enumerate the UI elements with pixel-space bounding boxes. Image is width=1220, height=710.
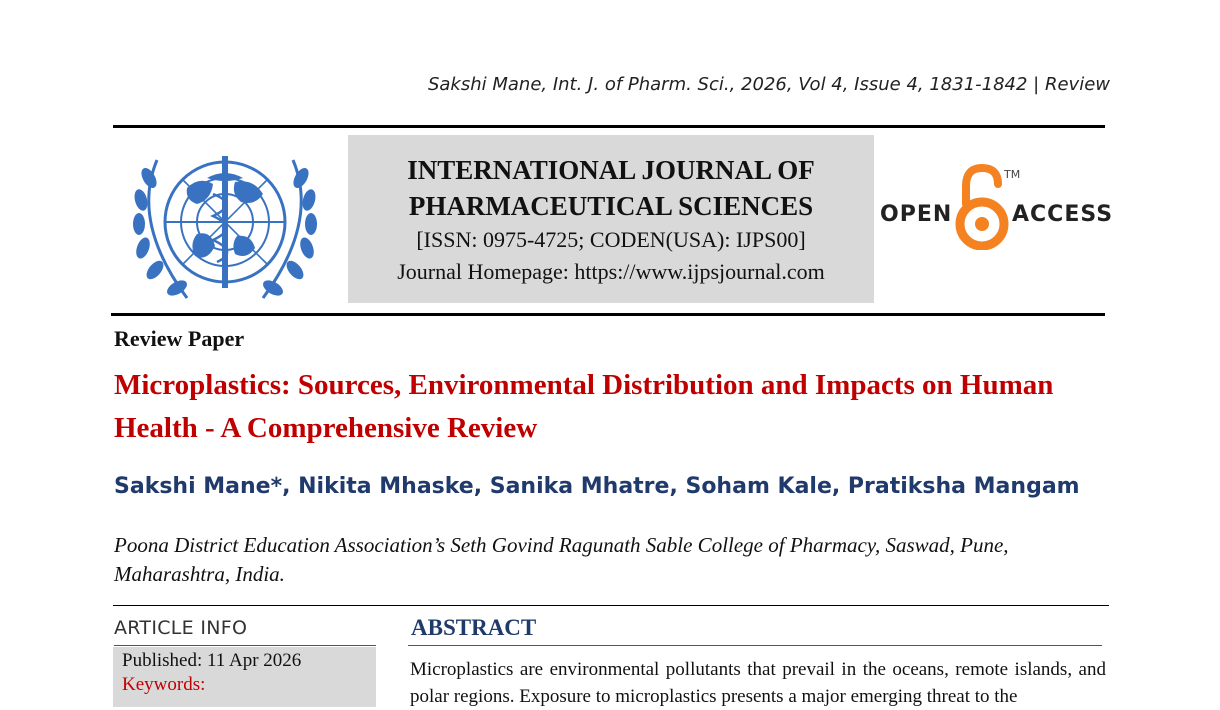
abstract-text: Microplastics are environmental pollutants that prevail in the oceans, remote islands, and polar regions. Exposure to microplastics presents a major emerging threat to the	[410, 659, 1106, 707]
affiliation: Poona District Education Association’s Seth Govind Ragunath Sable College of Pharmacy, Saswad, Pune, Maharashtra, India.	[114, 533, 1009, 586]
author-list: Sakshi Mane*, Nikita Mhaske, Sanika Mhatre, Soham Kale, Pratiksha Mangam	[114, 474, 1080, 499]
header-bottom-rule	[111, 313, 1105, 316]
published-date: Published: 11 Apr 2026	[122, 650, 302, 671]
un-style-emblem-icon	[127, 138, 323, 306]
running-header: Sakshi Mane, Int. J. of Pharm. Sci., 2026, Vol 4, Issue 4, 1831-1842 | Review	[427, 74, 1110, 95]
article-section-rule	[113, 605, 1109, 606]
paper-type: Review Paper	[114, 326, 245, 351]
paper-title: Microplastics: Sources, Environmental Distribution and Impacts on Human Health - A Comprehensive Review	[114, 369, 1054, 444]
abstract-heading: ABSTRACT	[411, 615, 537, 640]
journal-info-box	[348, 135, 874, 303]
journal-homepage[interactable]: Journal Homepage: https://www.ijpsjournal.com	[397, 259, 825, 284]
keywords-label: Keywords:	[122, 674, 206, 695]
article-info-rule	[114, 645, 376, 646]
open-access-open-label: OPEN	[880, 202, 953, 227]
article-info-heading: ARTICLE INFO	[114, 617, 248, 639]
abstract-rule	[408, 645, 1102, 646]
open-lock-icon	[954, 164, 1010, 250]
open-access-access-label: ACCESS	[1012, 202, 1114, 227]
journal-issn: [ISSN: 0975-4725; CODEN(USA): IJPS00]	[416, 227, 806, 252]
open-access-logo	[880, 164, 1114, 254]
trademark-mark: TM	[1004, 168, 1021, 181]
journal-name: INTERNATIONAL JOURNAL OF PHARMACEUTICAL SCIENCES	[407, 155, 815, 221]
header-top-rule	[113, 125, 1105, 128]
article-info-box	[113, 647, 376, 707]
